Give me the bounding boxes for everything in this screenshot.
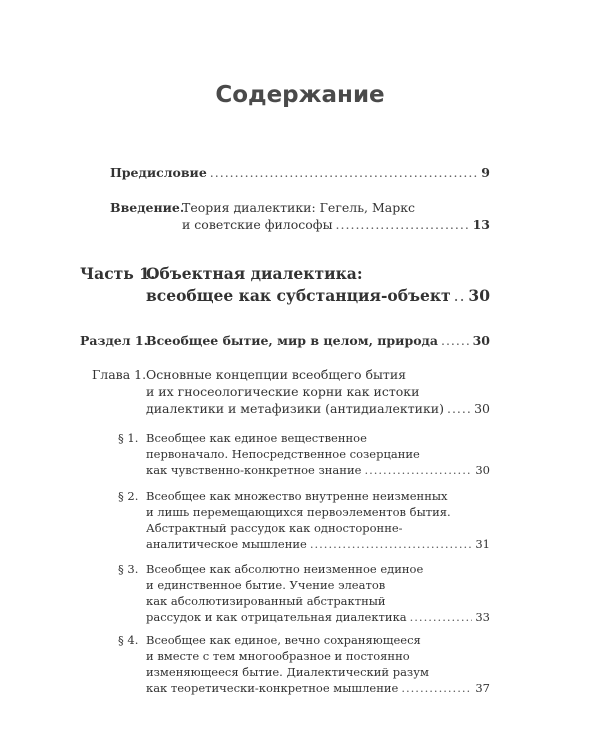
dot-leader [336, 216, 470, 233]
entry-text-line: и их гносеологические корни как истоки [146, 384, 420, 399]
page-number: 31 [475, 537, 490, 551]
dot-leader [441, 332, 470, 349]
page-number: 13 [472, 217, 490, 232]
entry-text-line: изменяющееся бытие. Диалектический разум [146, 665, 429, 679]
page-number: 30 [468, 286, 490, 305]
dot-leader [364, 462, 472, 478]
dot-leader [310, 536, 473, 552]
entry-label: § 2. [118, 489, 139, 503]
entry-text-line: Всеобщее как абсолютно неизменное единое [146, 562, 424, 576]
entry-text-line: Всеобщее как единое, вечно сохраняющееся [146, 633, 421, 647]
entry-label: § 4. [118, 633, 139, 647]
entry-text-line: как чувственно-конкретное знание [146, 463, 362, 477]
toc-entry-section-1[interactable] [80, 332, 490, 349]
dot-leader [447, 400, 471, 417]
entry-text: Всеобщее бытие, мир в целом, природа [146, 333, 438, 348]
entry-text-line: первоначало. Непосредственное созерцание [146, 447, 420, 461]
entry-text-line: и советские философы [182, 217, 333, 232]
entry-text-line: Всеобщее как единое вещественное [146, 431, 367, 445]
entry-text-line: Абстрактный рассудок как односторонне- [146, 521, 403, 535]
entry-text-line: как теоретически-конкретное мышление [146, 681, 399, 695]
entry-text-line: Основные концепции всеобщего бытия [146, 367, 407, 382]
entry-text-line: Теория диалектики: Гегель, Маркс [182, 200, 416, 215]
entry-label: Часть 1. [80, 264, 156, 283]
dot-leader [210, 164, 479, 181]
entry-label: Раздел 1. [80, 333, 148, 348]
entry-text-line: диалектики и метафизики (антидиалектики) [146, 401, 444, 416]
entry-text-line: и лишь перемещающихся первоэлементов бытия. [146, 505, 451, 519]
entry-text-line: Объектная диалектика: [146, 264, 363, 283]
page-number: 37 [475, 681, 490, 695]
entry-text-line: Всеобщее как множество внутренне неизменных [146, 489, 448, 503]
entry-label: Глава 1. [92, 367, 147, 382]
dot-leader [401, 680, 472, 696]
dot-leader [410, 609, 473, 625]
entry-label: Предисловие [110, 165, 207, 180]
entry-label: Введение. [110, 200, 185, 215]
entry-text-line: аналитическое мышление [146, 537, 307, 551]
page-number: 30 [474, 401, 490, 416]
page-number: 30 [475, 463, 490, 477]
page-number: 33 [475, 610, 490, 624]
entry-text-line: рассудок и как отрицательная диалектика [146, 610, 407, 624]
entry-label: § 1. [118, 431, 139, 445]
entry-text-line: и единственное бытие. Учение элеатов [146, 578, 386, 592]
entry-text-line: всеобщее как субстанция-объект [146, 286, 451, 305]
toc-entry-preface[interactable] [110, 164, 490, 181]
entry-text-line: и вместе с тем многообразное и постоянно [146, 649, 410, 663]
dot-leader [454, 285, 466, 307]
page-number: 9 [481, 165, 490, 180]
page-number: 30 [472, 333, 490, 348]
entry-label: § 3. [118, 562, 139, 576]
page-title: Содержание [215, 82, 385, 108]
entry-text-line: как абсолютизированный абстрактный [146, 594, 386, 608]
